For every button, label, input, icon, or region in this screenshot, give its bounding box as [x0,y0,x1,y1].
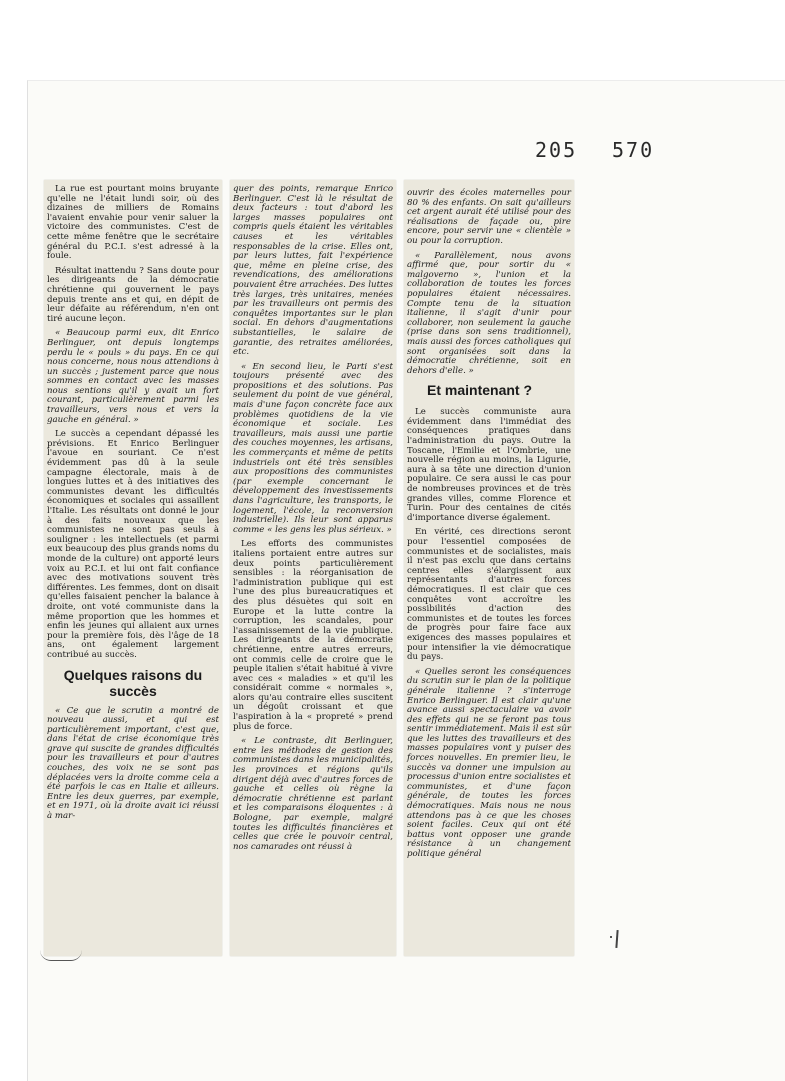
article-paragraph: Les efforts des communistes italiens portaient entre autres sur deux points particulièrement sensibles : la réorganisation de l'administration publique qui est l'une des plus bureaucratiques et des plus désuètes qui soit en Europe et la lutte contre la corruption, les scandales, pour l'assainissement de la vie publique. Les dirigeants de la démocratie chrétienne, entre autres erreurs, ont commis celle de croire que le peuple italien s'était habitué à vivre avec ces « maladies » et qu'il les considérait comme « normales », alors qu'au contraire elles suscitent un dégoût croissant et que l'aspiration à la « propreté » prend plus de force. [233,539,393,732]
column-b-body [233,185,393,852]
pencil-dot [610,936,612,938]
article-paragraph: En vérité, ces directions seront pour l'essentiel composées de communistes et de socialistes, mais il n'est pas exclu que dans certains centres elles s'élargissent aux représentants d'autres forces démocratiques. Il est clair que ces conquêtes vont accroître les possibilités d'action des communistes et de toutes les forces de progrès pour faire face aux exigences des masses populaires et pour intensifier la vie démocratique du pays. [407,527,571,663]
subheading-reasons: Quelques raisons du succès [63,666,203,699]
column-c-body [407,189,571,376]
pen-mark [40,950,82,961]
article-paragraph: ouvrir des écoles maternelles pour 80 % des enfants. On sait qu'ailleurs cet argent aurait été utilisé pour des réalisations de façade ou, pire encore, pour servir une « clientèle » ou pour la corruption. [407,188,571,246]
column-c-body-after [407,408,571,859]
subheading-and-now: Et maintenant ? [427,382,533,399]
archive-number-right: 570 [612,138,655,162]
article-column-c [407,189,571,865]
article-paragraph: « Le contraste, dit Berlinguer, entre les méthodes de gestion des communistes dans les municipalités, les provinces et régions qu'ils dirigent déjà avec d'autres forces de gauche et celles où règne la démocratie chrétienne est parlant et les comparaisons éloquentes : à Bologne, par exemple, malgré toutes les difficultés financières et celles que crée le pouvoir central, nos camarades ont réussi à [233,736,393,852]
archive-number-left: 205 [535,138,578,162]
article-paragraph: Le succès communiste aura évidemment dans l'immédiat des conséquences pratiques dans l'administration du pays. Outre la Toscane, l'Emilie et l'Ombrie, une nouvelle région au moins, la Ligurie, aura à sa tête une direction d'union populaire. Ce sera aussi le cas pour de nombreuses provinces et de très grandes villes, comme Florence et Turin. Pour des centaines de cités d'importance diverse également. [407,407,571,523]
article-paragraph: Résultat inattendu ? Sans doute pour les dirigeants de la démocratie chrétienne qui gouvernent le pays depuis trente ans et qui, en dépit de leur défaite au référendum, n'en ont tiré aucune leçon. [47,265,219,324]
article-paragraph: quer des points, remarque Enrico Berlinguer. C'est là le résultat de deux facteurs : tout d'abord les larges masses populaires ont compris quels étaient les véritables causes et les véritables responsables de la crise. Elles ont, par leurs luttes, fait l'expérience que, même en pleine crise, des revendications, des améliorations pouvaient être arrachées. Des luttes très larges, très unitaires, menées par les travailleurs ont permis des conquêtes importantes sur le plan social. En dehors d'augmentations substantielles, le salaire de garantie, des retraites améliorées, etc. [233,184,393,358]
article-paragraph: « En second lieu, le Parti s'est toujours présenté avec des propositions et des solutions. Pas seulement du point de vue général, mais d'une façon concrète face aux problèmes quotidiens de la vie économique et sociale. Les travailleurs, mais aussi une partie des couches moyennes, les artisans, les commerçants et même de petits industriels ont été très sensibles aux propositions des communistes (par exemple concernant le développement des investissements dans l'agriculture, les transports, le logement, l'école, la reconversion industrielle). Ils leur sont apparus comme « les gens les plus sérieux. » [233,361,393,535]
article-paragraph: « Beaucoup parmi eux, dit Enrico Berlinguer, ont depuis longtemps perdu le « pouls » du pays. En ce qui nous concerne, nous nous attendions à un succès ; justement parce que nous sommes en contact avec les masses nous sentions qu'il y avait un fort courant, particulièrement parmi les travailleurs, vers nous et vers la gauche en général. » [47,328,219,425]
article-paragraph: La rue est pourtant moins bruyante qu'elle ne l'était lundi soir, où des dizaines de milliers de Romains l'avaient envahie pour venir saluer la victoire des communistes. C'est de cette même fenêtre que le secrétaire général du P.C.I. s'est adressé à la foule. [47,184,219,262]
article-paragraph: Le succès a cependant dépassé les prévisions. Et Enrico Berlinguer l'avoue en souriant. Ce n'est évidemment pas dû à la seule campagne électorale, mais à de longues luttes et à des initiatives des communistes devant les difficultés économiques et sociales qui assaillent l'Italie. Les résultats ont donné le jour à des faits nouveaux que les communistes ne sont pas seuls à souligner : les intellectuels (et parmi eux beaucoup des plus grands noms du monde de la culture) ont apporté leurs voix au P.C.I. et lui ont fait confiance avec des motivations souvent très différentes. Les femmes, dont on disait qu'elles faisaient pencher la balance à droite, ont voté communiste dans la même proportion que les hommes et enfin les jeunes qui allaient aux urnes pour la première fois, dès l'âge de 18 ans, ont également largement contribué au succès. [47,429,219,660]
article-column-b [233,185,393,857]
article-column-a [47,185,219,827]
article-paragraph: « Ce que le scrutin a montré de nouveau aussi, et qui est particulièrement important, c'est que, dans l'état de crise économique très grave qui suscite de grandes difficultés pour les travailleurs et pour d'autres couches, des voix ne se sont pas déplacées vers la droite comme cela a été parfois le cas en Italie et ailleurs. Entre les deux guerres, par exemple, et en 1971, où la droite avait ici réussi à mar- [47,705,219,822]
article-paragraph: « Quelles seront les conséquences du scrutin sur le plan de la politique générale italienne ? s'interroge Enrico Berlinguer. Il est clair qu'une avance aussi spectaculaire va avoir des effets qui ne se feront pas tous sentir immédiatement. Mais il est sûr que les luttes des travailleurs et des masses populaires vont y puiser des forces nouvelles. En premier lieu, le succès va donner une impulsion au processus d'union entre socialistes et communistes, et d'une façon générale, de toutes les forces démocratiques. Mais nous ne nous attendons pas à ce que les choses soient faciles. Ceux qui ont été battus vont opposer une grande résistance à un changement politique général [407,666,571,859]
article-paragraph: « Parallèlement, nous avons affirmé que, pour sortir du « malgoverno », l'union et la collaboration de toutes les forces populaires étaient nécessaires. Compte tenu de la situation italienne, il s'agit d'unir pour collaborer, non seulement la gauche (prise dans son sens traditionnel), mais aussi des forces catholiques qui sont organisées soit dans la démocratie chrétienne, soit en dehors d'elle. » [407,250,571,376]
column-a-body [47,185,219,661]
column-a-body-after [47,707,219,822]
